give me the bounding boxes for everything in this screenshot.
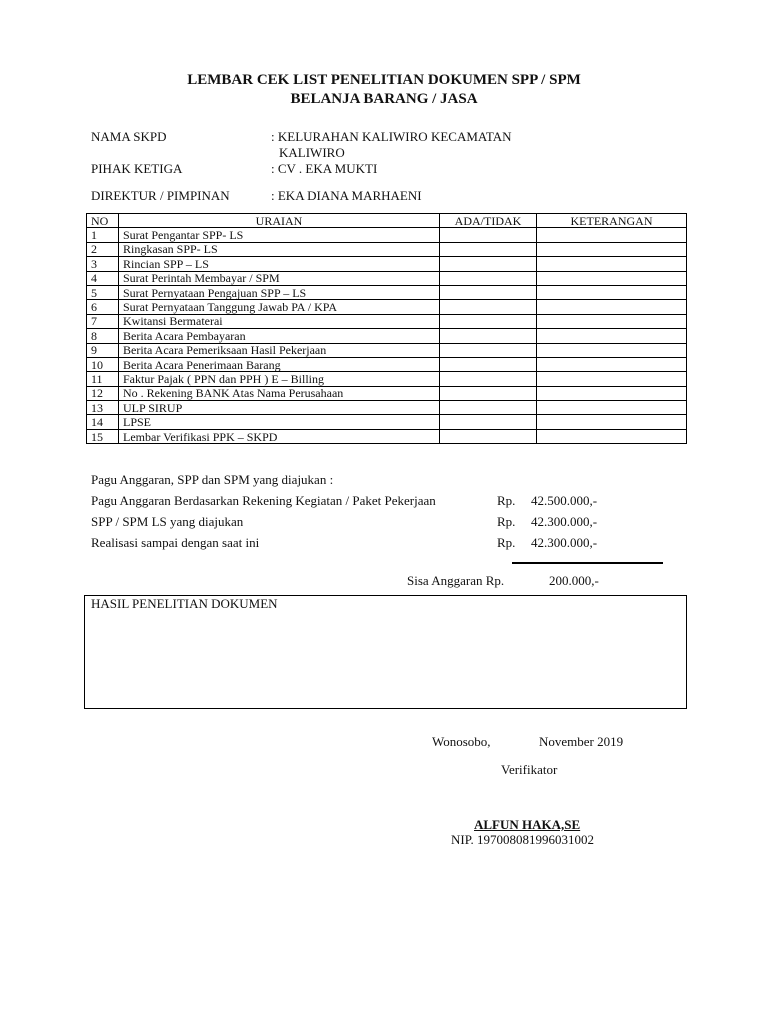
realisasi-label: Realisasi sampai dengan saat ini [91, 535, 260, 550]
row-uraian: Rincian SPP – LS [119, 257, 440, 271]
row-uraian: Ringkasan SPP- LS [119, 242, 440, 256]
table-row [87, 242, 687, 256]
hasil-penelitian-box [84, 595, 687, 709]
row-uraian: Surat Pengantar SPP- LS [119, 228, 440, 242]
row-ada-tidak [440, 242, 537, 256]
row-ada-tidak [440, 415, 537, 429]
row-no: 9 [87, 343, 119, 357]
direktur-value: : EKA DIANA MARHAENI [271, 188, 422, 203]
row-uraian: Berita Acara Pembayaran [119, 329, 440, 343]
spp-label: SPP / SPM LS yang diajukan [91, 514, 244, 529]
header-keterangan: KETERANGAN [537, 214, 687, 228]
table-row [87, 300, 687, 314]
row-uraian: Surat Pernyataan Tanggung Jawab PA / KPA [119, 300, 440, 314]
table-row [87, 228, 687, 242]
realisasi-currency: Rp. [497, 535, 516, 550]
row-ada-tidak [440, 228, 537, 242]
row-keterangan [537, 429, 687, 443]
row-keterangan [537, 415, 687, 429]
pagu-value: 42.500.000,- [531, 493, 598, 508]
row-no: 6 [87, 300, 119, 314]
row-no: 14 [87, 415, 119, 429]
row-keterangan [537, 242, 687, 256]
skpd-value-line1: : KELURAHAN KALIWIRO KECAMATAN [271, 129, 512, 144]
row-keterangan [537, 271, 687, 285]
table-row [87, 429, 687, 443]
pihak-ketiga-value: : CV . EKA MUKTI [271, 161, 378, 176]
table-row [87, 401, 687, 415]
table-row [87, 329, 687, 343]
skpd-value-line2: KALIWIRO [279, 145, 345, 160]
row-ada-tidak [440, 372, 537, 386]
row-ada-tidak [440, 300, 537, 314]
spp-value: 42.300.000,- [531, 514, 598, 529]
pagu-label: Pagu Anggaran Berdasarkan Rekening Kegiatan / Paket Pekerjaan [91, 493, 436, 508]
pagu-currency: Rp. [497, 493, 516, 508]
document-title-line1: LEMBAR CEK LIST PENELITIAN DOKUMEN SPP / SPM [187, 72, 581, 88]
skpd-label: NAMA SKPD [91, 129, 167, 144]
row-keterangan [537, 372, 687, 386]
table-row [87, 415, 687, 429]
row-no: 4 [87, 271, 119, 285]
row-ada-tidak [440, 429, 537, 443]
row-no: 3 [87, 257, 119, 271]
table-row [87, 271, 687, 285]
table-row [87, 285, 687, 299]
budget-heading: Pagu Anggaran, SPP dan SPM yang diajukan : [91, 472, 334, 487]
row-ada-tidak [440, 343, 537, 357]
signature-nip: NIP. 197008081996031002 [451, 832, 595, 847]
row-no: 11 [87, 372, 119, 386]
document-title-line2: BELANJA BARANG / JASA [290, 91, 478, 107]
sisa-anggaran-value: 200.000,- [549, 573, 599, 588]
row-keterangan [537, 357, 687, 371]
table-header-row [87, 214, 687, 228]
row-ada-tidak [440, 285, 537, 299]
row-uraian: Faktur Pajak ( PPN dan PPH ) E – Billing [119, 372, 440, 386]
row-keterangan [537, 228, 687, 242]
signature-place: Wonosobo, [432, 734, 491, 749]
row-no: 5 [87, 285, 119, 299]
row-ada-tidak [440, 357, 537, 371]
row-ada-tidak [440, 401, 537, 415]
header-uraian: URAIAN [119, 214, 440, 228]
row-uraian: Berita Acara Pemeriksaan Hasil Pekerjaan [119, 343, 440, 357]
row-uraian: Lembar Verifikasi PPK – SKPD [119, 429, 440, 443]
row-keterangan [537, 386, 687, 400]
spp-currency: Rp. [497, 514, 516, 529]
row-uraian: LPSE [119, 415, 440, 429]
row-no: 2 [87, 242, 119, 256]
total-divider-line [512, 562, 663, 564]
header-no: NO [87, 214, 119, 228]
row-keterangan [537, 343, 687, 357]
row-keterangan [537, 285, 687, 299]
table-row [87, 357, 687, 371]
row-no: 10 [87, 357, 119, 371]
row-ada-tidak [440, 314, 537, 328]
row-no: 12 [87, 386, 119, 400]
table-row [87, 314, 687, 328]
sisa-anggaran-label: Sisa Anggaran Rp. [407, 573, 505, 588]
row-keterangan [537, 401, 687, 415]
row-ada-tidak [440, 257, 537, 271]
table-row [87, 386, 687, 400]
row-keterangan [537, 314, 687, 328]
row-uraian: No . Rekening BANK Atas Nama Perusahaan [119, 386, 440, 400]
row-uraian: Berita Acara Penerimaan Barang [119, 357, 440, 371]
hasil-penelitian-label: HASIL PENELITIAN DOKUMEN [91, 596, 278, 611]
direktur-label: DIREKTUR / PIMPINAN [91, 188, 230, 203]
signature-date: November 2019 [539, 734, 624, 749]
row-ada-tidak [440, 329, 537, 343]
header-ada-tidak: ADA/TIDAK [440, 214, 537, 228]
table-row [87, 343, 687, 357]
table-row [87, 372, 687, 386]
row-uraian: ULP SIRUP [119, 401, 440, 415]
table-row [87, 257, 687, 271]
realisasi-value: 42.300.000,- [531, 535, 598, 550]
row-no: 8 [87, 329, 119, 343]
row-keterangan [537, 329, 687, 343]
row-uraian: Surat Perintah Membayar / SPM [119, 271, 440, 285]
checklist-table [86, 213, 687, 444]
row-keterangan [537, 257, 687, 271]
row-uraian: Kwitansi Bermaterai [119, 314, 440, 328]
pihak-ketiga-label: PIHAK KETIGA [91, 161, 183, 176]
signature-role: Verifikator [501, 762, 558, 777]
row-no: 13 [87, 401, 119, 415]
signature-name: ALFUN HAKA,SE [474, 817, 581, 832]
row-keterangan [537, 300, 687, 314]
row-ada-tidak [440, 386, 537, 400]
row-uraian: Surat Pernyataan Pengajuan SPP – LS [119, 285, 440, 299]
row-ada-tidak [440, 271, 537, 285]
row-no: 15 [87, 429, 119, 443]
row-no: 1 [87, 228, 119, 242]
row-no: 7 [87, 314, 119, 328]
